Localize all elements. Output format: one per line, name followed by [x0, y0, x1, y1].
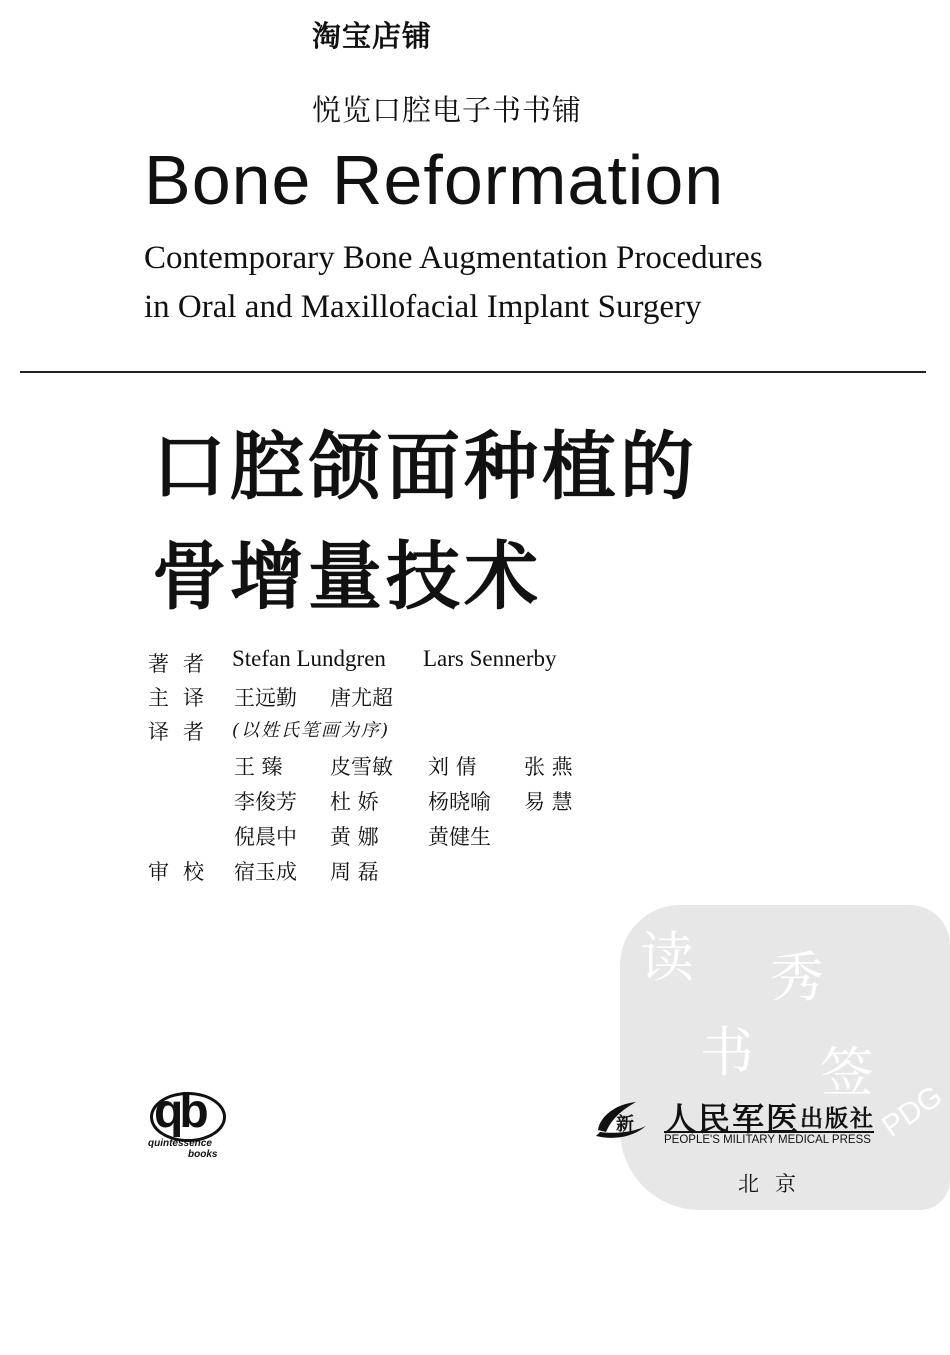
book-subtitle-en-line1: Contemporary Bone Augmentation Procedures: [144, 240, 763, 276]
authors-label: 著者: [148, 652, 218, 676]
publisher-name-calligraphy: 人民军医: [664, 1100, 801, 1138]
watermark-char: 秀: [770, 946, 824, 1009]
translators-note: (以姓氏笔画为序): [232, 720, 391, 741]
publisher-name-suffix: 出版社: [800, 1106, 875, 1132]
book-title-zh-line2: 骨增量技术: [152, 534, 542, 620]
translator-name: 黄 娜: [330, 825, 379, 849]
translator-name: 杨晓喻: [428, 790, 491, 814]
chief-translator-name: 王远勤: [234, 686, 297, 710]
translator-name: 倪晨中: [234, 825, 297, 849]
book-subtitle-en-line2: in Oral and Maxillofacial Implant Surgery: [144, 289, 702, 325]
publisher-name-en: PEOPLE'S MILITARY MEDICAL PRESS: [664, 1134, 871, 1146]
shop-subtitle: 悦览口腔电子书书铺: [312, 93, 583, 127]
reviewer-name: 周 磊: [330, 860, 379, 884]
chief-translator-name: 唐尤超: [330, 686, 393, 710]
book-title-en: Bone Reformation: [144, 141, 725, 219]
watermark-char: 读: [640, 926, 694, 989]
reviewers-label: 审校: [148, 860, 218, 884]
publisher-city: 北京: [738, 1172, 812, 1196]
qb-logo-text: books: [188, 1149, 218, 1160]
author-name: Stefan Lundgren: [232, 646, 386, 671]
translator-name: 张 燕: [524, 755, 573, 779]
watermark-char: 书: [700, 1021, 754, 1084]
translator-name: 皮雪敏: [330, 755, 393, 779]
book-title-zh-line1: 口腔颌面种植的: [152, 424, 698, 510]
chief-translators-label: 主译: [148, 686, 218, 710]
divider-rule: [20, 371, 926, 373]
publisher-underline: [664, 1131, 874, 1133]
translator-name: 黄健生: [428, 825, 491, 849]
translator-name: 刘 倩: [428, 755, 477, 779]
translator-name: 王 臻: [234, 755, 283, 779]
translator-name: 杜 娇: [330, 790, 379, 814]
translator-name: 李俊芳: [234, 790, 297, 814]
publisher-emblem-icon: [592, 1096, 648, 1144]
quintessence-books-logo: [148, 1085, 224, 1162]
svg-text:新: 新: [616, 1114, 634, 1135]
qb-logo-text: quintessence: [148, 1138, 212, 1149]
watermark-char: 签: [820, 1041, 874, 1104]
reviewer-name: 宿玉成: [234, 860, 297, 884]
shop-name: 淘宝店铺: [312, 19, 433, 53]
author-name: Lars Sennerby: [423, 646, 557, 671]
watermark-seal: [620, 905, 950, 1210]
qb-logo-mark: qb: [154, 1085, 205, 1138]
translator-name: 易 慧: [524, 790, 573, 814]
watermark-pdg: PDG: [876, 1079, 949, 1144]
translators-label: 译者: [148, 720, 218, 744]
